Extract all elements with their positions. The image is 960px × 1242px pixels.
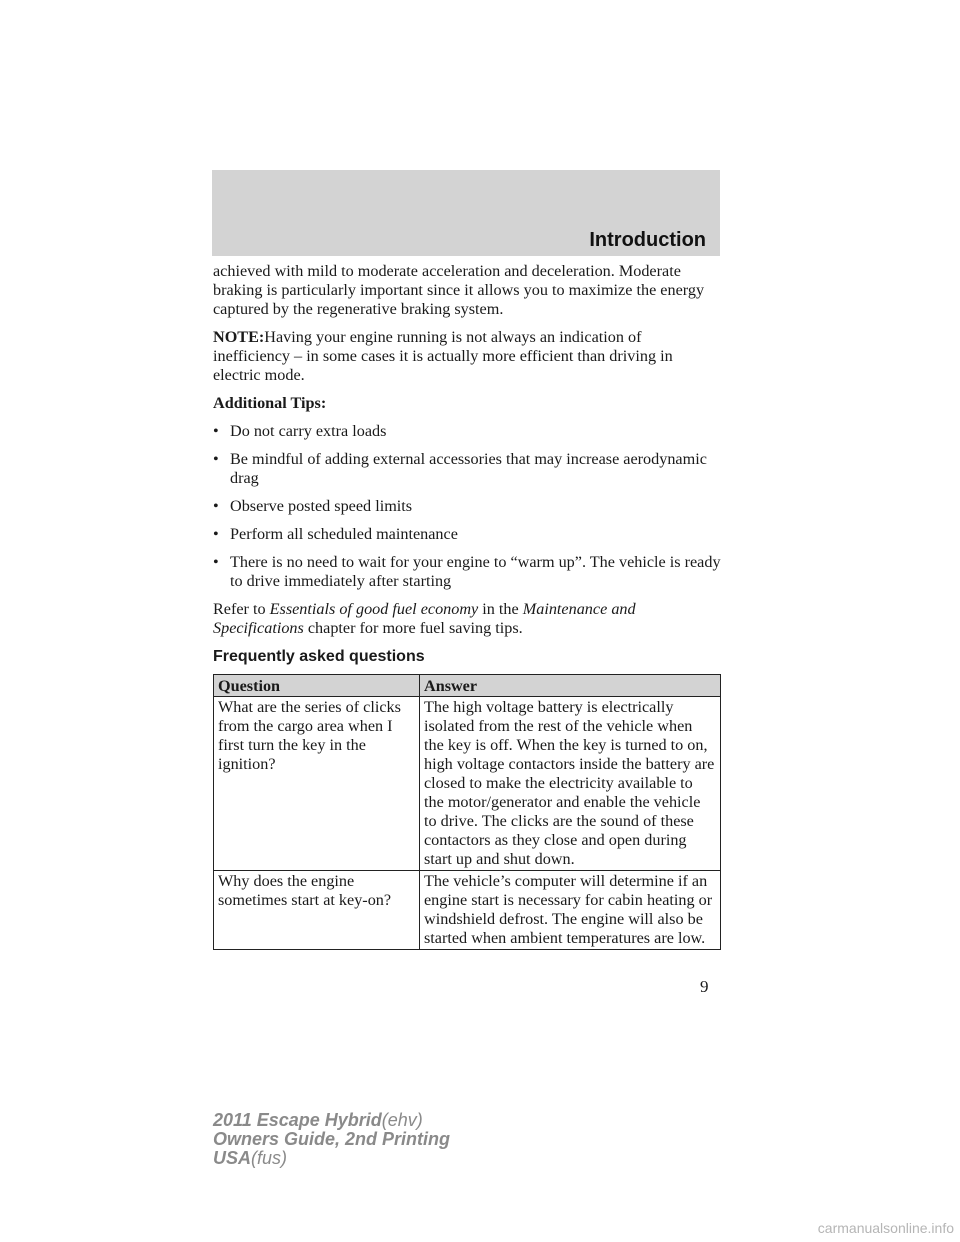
footer-market-code: (fus) <box>251 1148 288 1168</box>
tip-text: There is no need to wait for your engine to “warm up”. The vehicle is ready to drive immediately after starting <box>230 553 721 590</box>
faq-answer-cell: The high voltage battery is electrically isolated from the rest of the vehicle when the key is off. When the key is turned to on, high voltage contactors inside the battery are closed to make the electricity available to the motor/generator and enable the vehicle to drive. The clicks are the sound of these contactors as they close and open during start up and shut down. <box>420 697 721 871</box>
tip-item <box>213 525 721 544</box>
footer-model-code: (ehv) <box>381 1110 423 1130</box>
page-content <box>213 262 721 950</box>
note-label: NOTE: <box>213 328 265 346</box>
tips-heading: Additional Tips: <box>213 394 327 412</box>
faq-question-cell: What are the series of clicks from the cargo area when I first turn the key in the ignition? <box>214 697 420 871</box>
table-row <box>214 871 721 950</box>
footer-guide: Owners Guide, 2nd Printing <box>213 1129 451 1149</box>
footer-line-1 <box>213 1111 450 1130</box>
refer-suffix: chapter for more fuel saving tips. <box>303 619 523 637</box>
faq-column-answer: Answer <box>420 675 721 697</box>
document-footer <box>213 1111 450 1168</box>
faq-heading: Frequently asked questions <box>213 648 425 665</box>
section-title: Introduction <box>589 229 706 251</box>
footer-market: USA <box>213 1148 252 1168</box>
tip-item <box>213 422 721 441</box>
tips-list <box>213 422 721 591</box>
bullet-icon: • <box>213 553 219 571</box>
refer-paragraph <box>213 600 721 638</box>
tip-text: Be mindful of adding external accessories that may increase aerodynamic drag <box>230 450 707 487</box>
tip-item <box>213 553 721 591</box>
refer-link-maintenance: Maintenance and Specifications <box>213 600 636 637</box>
bullet-icon: • <box>213 525 219 543</box>
tip-text: Perform all scheduled maintenance <box>230 525 458 543</box>
page-number: 9 <box>700 977 709 996</box>
note-text: Having your engine running is not always an indication of inefficiency – in some cases it is actually more efficient than driving in electric mode. <box>213 328 673 384</box>
tip-text: Observe posted speed limits <box>230 497 413 515</box>
note-paragraph <box>213 328 721 385</box>
intro-paragraph: achieved with mild to moderate acceleration and deceleration. Moderate braking is particularly important since it allows you to maximize the energy captured by the regenerative braking system. <box>213 262 705 318</box>
refer-link-fuel-economy: Essentials of good fuel economy <box>269 600 479 618</box>
faq-question-cell: Why does the engine sometimes start at key-on? <box>214 871 420 950</box>
bullet-icon: • <box>213 422 219 440</box>
tip-text: Do not carry extra loads <box>230 422 387 440</box>
section-header-band <box>212 170 720 256</box>
watermark-link[interactable]: carmanualsonline.info <box>817 1220 954 1236</box>
table-row <box>214 697 721 871</box>
tip-item <box>213 450 721 488</box>
faq-answer-cell: The vehicle’s computer will determine if an engine start is necessary for cabin heating or windshield defrost. The engine will also be started when ambient temperatures are low. <box>420 871 721 950</box>
footer-line-2 <box>213 1130 450 1149</box>
faq-header-row <box>214 675 721 697</box>
bullet-icon: • <box>213 450 219 468</box>
refer-prefix: Refer to <box>213 600 270 618</box>
bullet-icon: • <box>213 497 219 515</box>
faq-table <box>213 674 721 950</box>
footer-model: 2011 Escape Hybrid <box>213 1110 382 1130</box>
tip-item <box>213 497 721 516</box>
refer-middle: in the <box>478 600 523 618</box>
faq-column-question: Question <box>214 675 420 697</box>
footer-line-3 <box>213 1149 450 1168</box>
